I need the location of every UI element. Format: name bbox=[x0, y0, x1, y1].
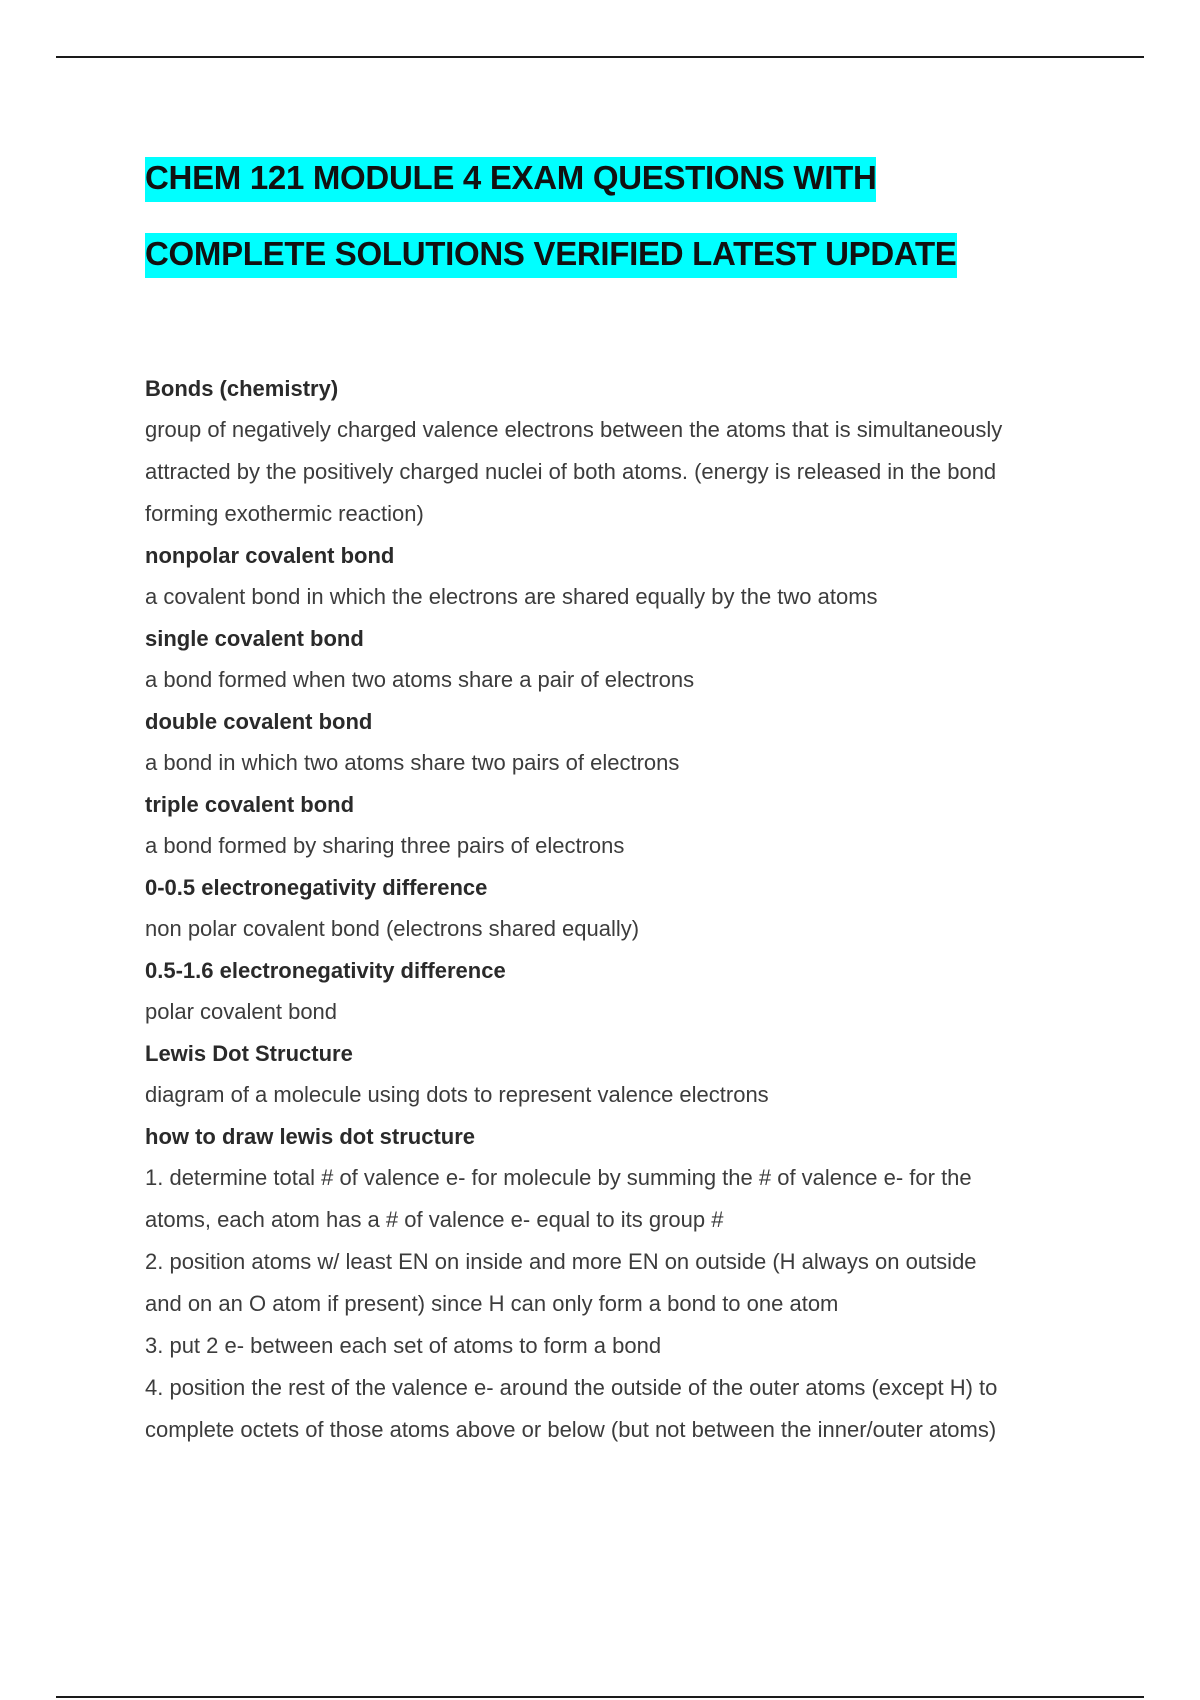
term-heading: triple covalent bond bbox=[145, 792, 355, 817]
definition-line: a bond formed by sharing three pairs of electrons bbox=[145, 833, 625, 858]
top-rule bbox=[56, 56, 1144, 58]
definition-line: 2. position atoms w/ least EN on inside and more EN on outside (H always on outside bbox=[145, 1249, 977, 1274]
term-heading: double covalent bond bbox=[145, 709, 373, 734]
term-heading: 0-0.5 electronegativity difference bbox=[145, 875, 488, 900]
title-line bbox=[145, 140, 1145, 216]
term-heading: how to draw lewis dot structure bbox=[145, 1124, 476, 1149]
definition-line: complete octets of those atoms above or below (but not between the inner/outer atoms) bbox=[145, 1417, 997, 1442]
title-line-2: COMPLETE SOLUTIONS VERIFIED LATEST UPDATE bbox=[145, 233, 957, 278]
term-heading: Bonds (chemistry) bbox=[145, 376, 339, 401]
term-definition bbox=[145, 409, 1105, 535]
definition-line: polar covalent bond bbox=[145, 999, 338, 1024]
document-title bbox=[145, 140, 1145, 292]
definition-line: atoms, each atom has a # of valence e- equal to its group # bbox=[145, 1207, 724, 1232]
definition-line: 4. position the rest of the valence e- around the outside of the outer atoms (except H) to bbox=[145, 1375, 998, 1400]
definition-line: and on an O atom if present) since H can only form a bond to one atom bbox=[145, 1291, 839, 1316]
term-definition bbox=[145, 576, 1105, 618]
term-definition bbox=[145, 742, 1105, 784]
definition-line: 1. determine total # of valence e- for molecule by summing the # of valence e- for the bbox=[145, 1165, 972, 1190]
term-definition bbox=[145, 825, 1105, 867]
definition-line: attracted by the positively charged nuclei of both atoms. (energy is released in the bond bbox=[145, 459, 997, 484]
definition-line: 3. put 2 e- between each set of atoms to form a bond bbox=[145, 1333, 662, 1358]
definition-line: a bond formed when two atoms share a pair of electrons bbox=[145, 667, 695, 692]
term-definition bbox=[145, 1157, 1105, 1451]
definition-line: forming exothermic reaction) bbox=[145, 501, 424, 526]
definition-line: non polar covalent bond (electrons shared equally) bbox=[145, 916, 640, 941]
term-heading: Lewis Dot Structure bbox=[145, 1041, 353, 1066]
definition-line: a covalent bond in which the electrons are shared equally by the two atoms bbox=[145, 584, 878, 609]
qa-list bbox=[145, 368, 1105, 1451]
term-definition bbox=[145, 908, 1105, 950]
bottom-rule bbox=[56, 1696, 1144, 1698]
term-definition bbox=[145, 991, 1105, 1033]
title-line bbox=[145, 216, 1145, 292]
term-heading: nonpolar covalent bond bbox=[145, 543, 395, 568]
term-definition bbox=[145, 659, 1105, 701]
term-definition bbox=[145, 1074, 1105, 1116]
title-line-1: CHEM 121 MODULE 4 EXAM QUESTIONS WITH bbox=[145, 157, 876, 202]
term-heading: 0.5-1.6 electronegativity difference bbox=[145, 958, 506, 983]
definition-line: a bond in which two atoms share two pairs of electrons bbox=[145, 750, 680, 775]
definition-line: group of negatively charged valence electrons between the atoms that is simultaneously bbox=[145, 417, 1003, 442]
definition-line: diagram of a molecule using dots to represent valence electrons bbox=[145, 1082, 769, 1107]
term-heading: single covalent bond bbox=[145, 626, 364, 651]
